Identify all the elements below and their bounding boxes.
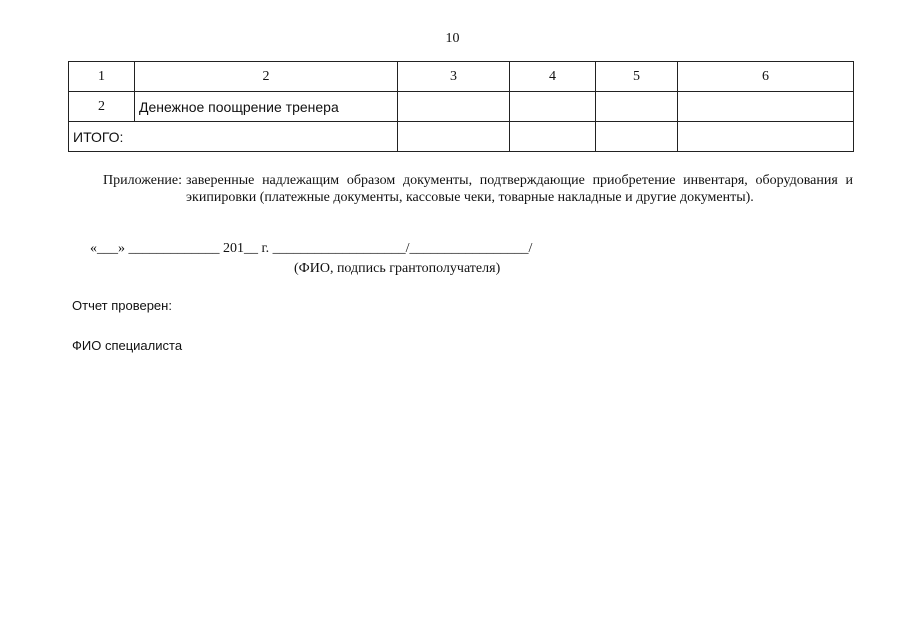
header-cell: 3 — [398, 62, 510, 92]
total-cell — [398, 122, 510, 152]
table-header-row — [69, 62, 854, 92]
specialist-name-label: ФИО специалиста — [72, 338, 183, 353]
report-checked-label: Отчет проверен: — [72, 298, 172, 313]
report-table — [68, 61, 854, 152]
total-cell — [596, 122, 678, 152]
signature-caption: (ФИО, подпись грантополучателя) — [294, 261, 501, 276]
header-cell: 1 — [69, 62, 135, 92]
header-cell: 5 — [596, 62, 678, 92]
row-number: 2 — [69, 92, 135, 122]
row-name: Денежное поощрение тренера — [135, 92, 398, 122]
total-row — [69, 122, 854, 152]
table-row — [69, 92, 854, 122]
row-cell — [596, 92, 678, 122]
total-label: ИТОГО: — [69, 122, 398, 152]
appendix-text: заверенные надлежащим образом документы, подтверждающие приобретение инвентаря, оборудования и экипировки (платежные документы, кассовые чеки, товарные накладные и другие документы). — [186, 173, 853, 205]
row-cell — [510, 92, 596, 122]
appendix-label: Приложение: — [103, 173, 183, 188]
header-cell: 6 — [678, 62, 854, 92]
date-signature-line: «___» _____________ 201__ г. ___________________/_________________/ — [90, 241, 533, 256]
total-cell — [678, 122, 854, 152]
header-cell: 2 — [135, 62, 398, 92]
page-number: 10 — [445, 31, 460, 46]
row-cell — [678, 92, 854, 122]
appendix — [103, 172, 853, 206]
row-cell — [398, 92, 510, 122]
total-cell — [510, 122, 596, 152]
header-cell: 4 — [510, 62, 596, 92]
